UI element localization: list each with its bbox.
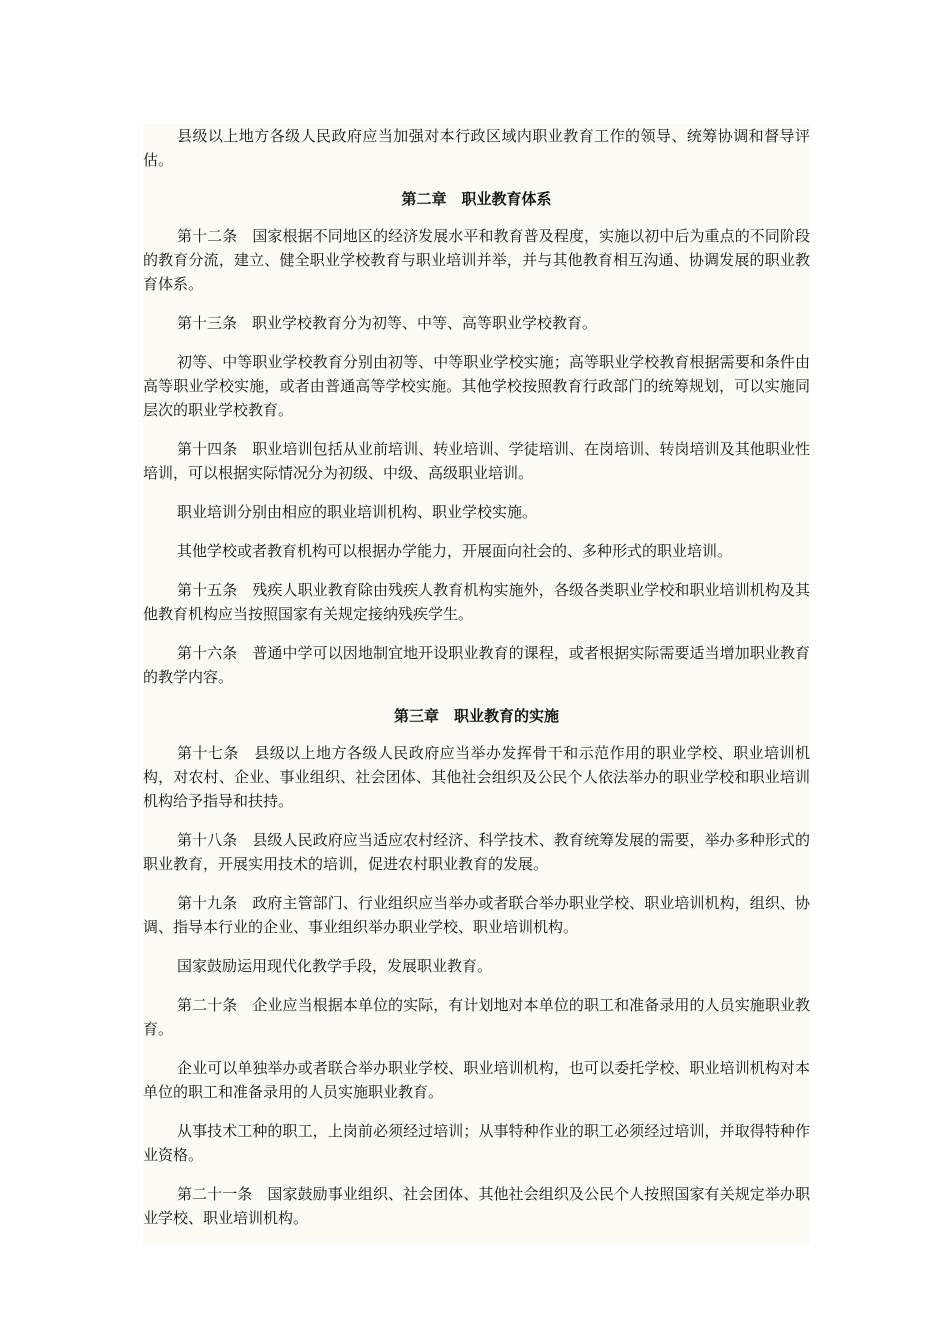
paragraph: 企业可以单独举办或者联合举办职业学校、职业培训机构，也可以委托学校、职业培训机构对本单位的职工和准备录用的人员实施职业教育。	[143, 1059, 810, 1101]
paragraph: 县级以上地方各级人民政府应当加强对本行政区域内职业教育工作的领导、统筹协调和督导评估。	[143, 127, 810, 169]
chapter-heading: 第二章 职业教育体系	[401, 190, 552, 208]
article-paragraph: 第十五条 残疾人职业教育除由残疾人教育机构实施外，各级各类职业学校和职业培训机构及其他教育机构应当按照国家有关规定接纳残疾学生。	[143, 581, 810, 623]
document-body	[143, 124, 810, 1245]
article-paragraph: 第十八条 县级人民政府应当适应农村经济、科学技术、教育统筹发展的需要，举办多种形式的职业教育，开展实用技术的培训，促进农村职业教育的发展。	[143, 831, 810, 873]
paragraph: 其他学校或者教育机构可以根据办学能力，开展面向社会的、多种形式的职业培训。	[177, 542, 733, 560]
article-paragraph: 第十四条 职业培训包括从业前培训、转业培训、学徒培训、在岗培训、转岗培训及其他职业性培训，可以根据实际情况分为初级、中级、高级职业培训。	[143, 440, 810, 482]
article-paragraph: 第二十条 企业应当根据本单位的实际，有计划地对本单位的职工和准备录用的人员实施职业教育。	[143, 996, 810, 1038]
paragraph: 从事技术工种的职工，上岗前必须经过培训；从事特种作业的职工必须经过培训，并取得特种作业资格。	[143, 1122, 810, 1164]
paragraph: 国家鼓励运用现代化教学手段，发展职业教育。	[177, 957, 493, 975]
paragraph: 职业培训分别由相应的职业培训机构、职业学校实施。	[177, 503, 538, 521]
article-paragraph: 第十六条 普通中学可以因地制宜地开设职业教育的课程，或者根据实际需要适当增加职业教育的教学内容。	[143, 644, 810, 686]
article-paragraph: 第十二条 国家根据不同地区的经济发展水平和教育普及程度，实施以初中后为重点的不同阶段的教育分流，建立、健全职业学校教育与职业培训并举，并与其他教育相互沟通、协调发展的职业教育体系。	[143, 227, 810, 293]
article-paragraph: 第十七条 县级以上地方各级人民政府应当举办发挥骨干和示范作用的职业学校、职业培训机构，对农村、企业、事业组织、社会团体、其他社会组织及公民个人依法举办的职业学校和职业培训机构给予指导和扶持。	[143, 744, 810, 810]
article-paragraph: 第十九条 政府主管部门、行业组织应当举办或者联合举办职业学校、职业培训机构，组织、协调、指导本行业的企业、事业组织举办职业学校、职业培训机构。	[143, 894, 810, 936]
article-paragraph: 第十三条 职业学校教育分为初等、中等、高等职业学校教育。	[177, 314, 598, 332]
article-paragraph: 第二十一条 国家鼓励事业组织、社会团体、其他社会组织及公民个人按照国家有关规定举办职业学校、职业培训机构。	[143, 1185, 810, 1227]
chapter-heading: 第三章 职业教育的实施	[393, 707, 559, 725]
paragraph: 初等、中等职业学校教育分别由初等、中等职业学校实施；高等职业学校教育根据需要和条件由高等职业学校实施，或者由普通高等学校实施。其他学校按照教育行政部门的统筹规划，可以实施同层次的职业学校教育。	[143, 353, 810, 419]
